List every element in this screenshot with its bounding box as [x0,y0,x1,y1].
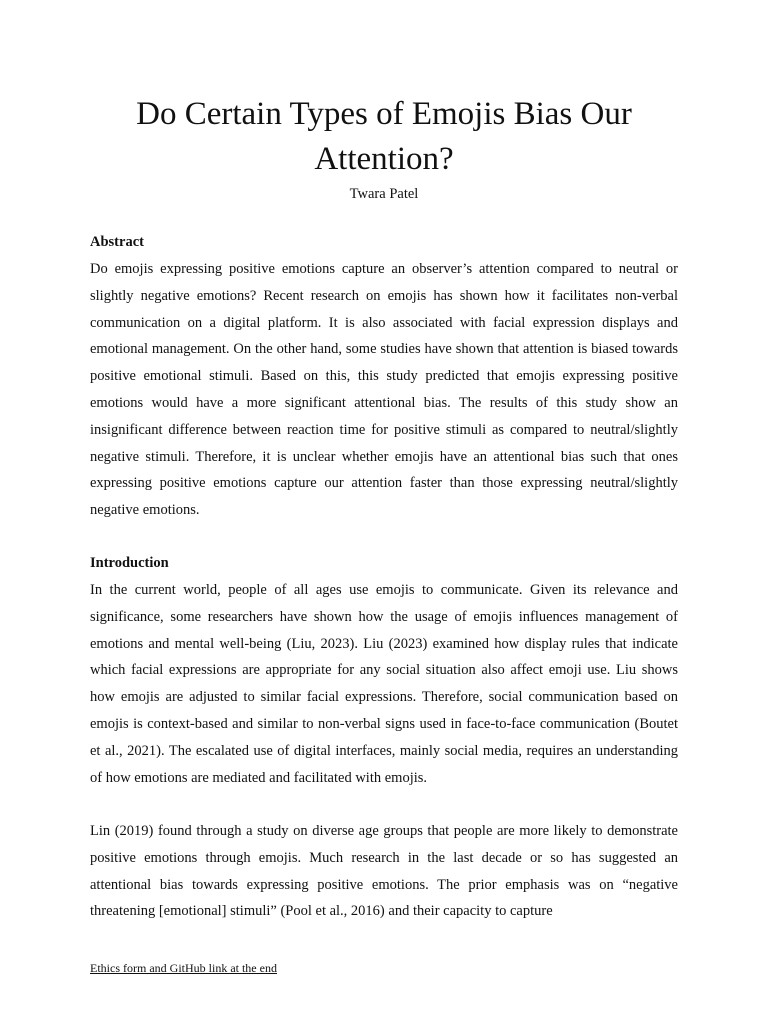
introduction-paragraph-2: Lin (2019) found through a study on diverse age groups that people are more likely to demonstrate positive emotions through emojis. Much research in the last decade or so has suggested an attentional bias towards expressing positive emotions. The prior emphasis was on “negative threatening [emotional] stimuli” (Pool et al., 2016) and their capacity to capture [90,823,678,920]
ethics-github-link[interactable]: Ethics form and GitHub link at the end [90,961,277,975]
introduction-heading: Introduction [90,555,169,571]
abstract-heading: Abstract [90,234,144,250]
paper-title: Do Certain Types of Emojis Bias Our Attention? [136,96,632,177]
author-name: Twara Patel [349,186,419,202]
abstract-paragraph: Do emojis expressing positive emotions capture an observer’s attention compared to neutral or slightly negative emotions? Recent research on emojis has shown how it facilitates non-verbal communication on a digital platform. It is also associated with facial expression displays and emotional management. On the other hand, some studies have shown that attention is biased towards positive emotional stimuli. Based on this, this study predicted that emojis expressing positive emotions would have a more significant attentional bias. The results of this study show an insignificant difference between reaction time for positive stimuli as compared to neutral/slightly negative stimuli. Therefore, it is unclear whether emojis have an attentional bias such that ones expressing positive emotions capture our attention faster than those expressing neutral/slightly negative emotions. [90,261,678,519]
introduction-paragraph-1: In the current world, people of all ages use emojis to communicate. Given its relevance and significance, some researchers have shown how the usage of emojis influences management of emotions and mental well-being (Liu, 2023). Liu (2023) examined how display rules that indicate which facial expressions are appropriate for any social situation also affect emoji use. Liu shows how emojis are adjusted to similar facial expressions. Therefore, social communication based on emojis is context-based and similar to non-verbal signs used in face-to-face communication (Boutet et al., 2021). The escalated use of digital interfaces, mainly social media, requires an understanding of how emotions are mediated and facilitated with emojis. [90,582,678,786]
